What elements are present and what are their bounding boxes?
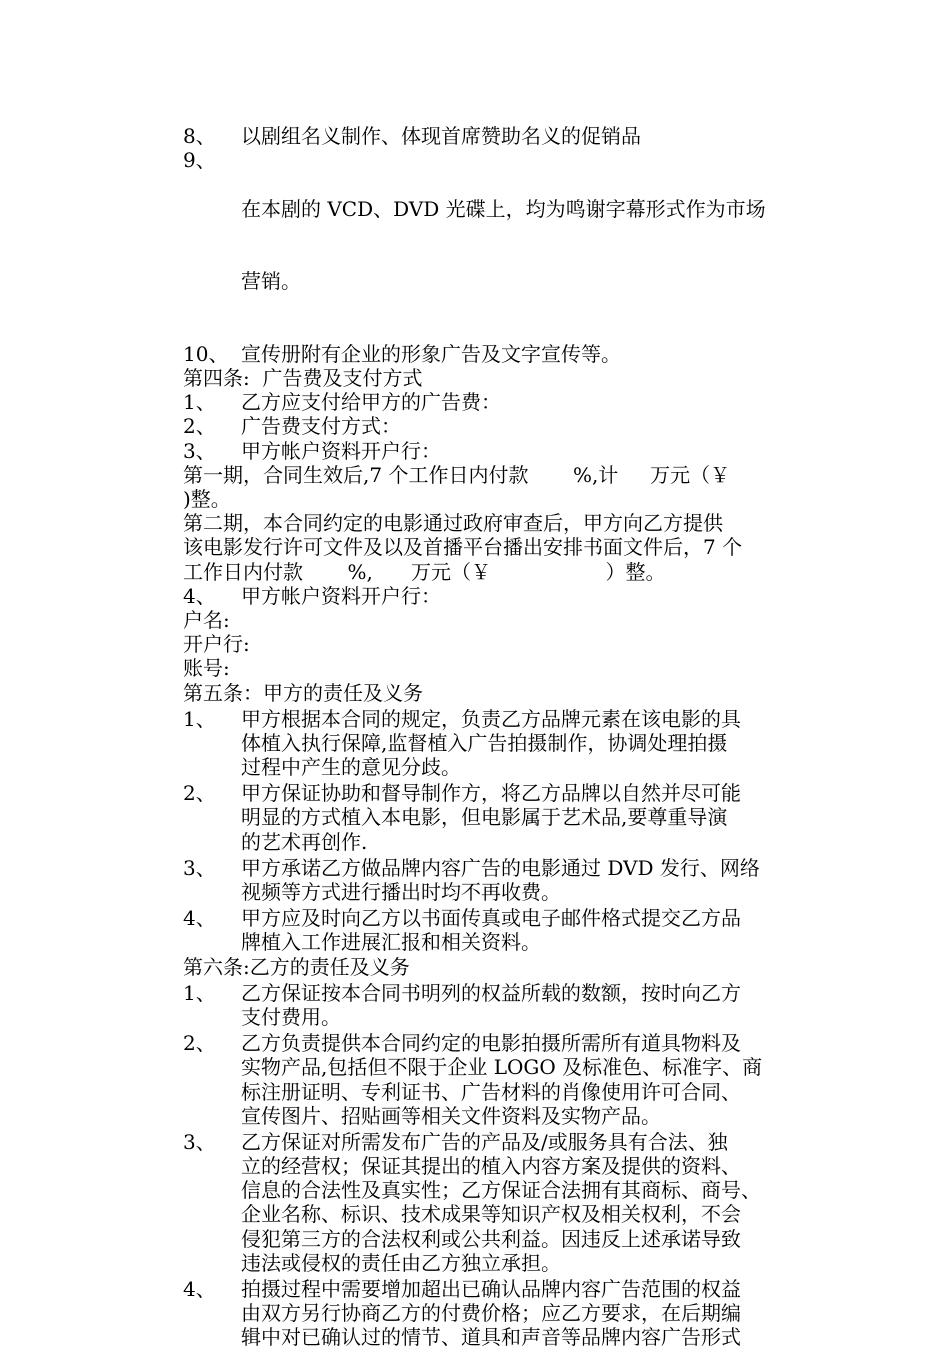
list-item bbox=[183, 124, 813, 148]
item-text-line: 在本剧的 VCD、DVD 光碟上，均为鸣谢字幕形式作为市场 bbox=[241, 196, 766, 221]
list-item bbox=[183, 1130, 813, 1275]
list-item bbox=[183, 390, 813, 414]
list-item bbox=[183, 781, 813, 854]
list-item bbox=[183, 856, 813, 904]
item-text-line: 标注册证明、专利证书、广告材料的肖像使用许可合同、 bbox=[241, 1079, 741, 1104]
item-text-line: 甲方应及时向乙方以书面传真或电子邮件格式提交乙方品 bbox=[241, 906, 741, 931]
item-number: 3、 bbox=[183, 438, 216, 463]
paragraph-line: 工作日内付款 %, 万元（￥ ）整。 bbox=[183, 559, 666, 584]
item-text-line: 立的经营权；保证其提出的植入内容方案及提供的资料、 bbox=[241, 1154, 741, 1179]
list-item bbox=[183, 584, 813, 608]
item-text-line: 实物产品,包括但不限于企业 LOGO 及标准色、标准字、商 bbox=[241, 1055, 763, 1080]
list-item bbox=[183, 981, 813, 1029]
article-6-title: 第六条:乙方的责任及义务 bbox=[183, 954, 410, 979]
item-text-line: 甲方根据本合同的规定，负责乙方品牌元素在该电影的具 bbox=[241, 706, 741, 731]
item-text-line: 企业名称、标识、技术成果等知识产权及相关权利，不会 bbox=[241, 1202, 741, 1227]
list-item bbox=[183, 906, 813, 954]
item-number: 4、 bbox=[183, 906, 216, 931]
item-text-line: 体植入执行保障,监督植入广告拍摄制作，协调处理拍摄 bbox=[241, 730, 728, 755]
item-number: 1、 bbox=[183, 706, 216, 731]
item-text-line: 营销。 bbox=[241, 269, 301, 294]
item-number: 2、 bbox=[183, 1031, 216, 1056]
article-4-title: 第四条: 广告费及支付方式 bbox=[183, 366, 423, 390]
list-items-c bbox=[183, 707, 813, 955]
item-number: 1、 bbox=[183, 390, 216, 415]
item-number: 10、 bbox=[183, 341, 229, 366]
item-text-line: 乙方保证按本合同书明列的权益所载的数额，按时向乙方 bbox=[241, 980, 741, 1005]
payment-phase-2 bbox=[183, 511, 813, 584]
account-number-label: 账号: bbox=[183, 656, 230, 681]
paragraph-line: 第二期，本合同约定的电影通过政府审查后，甲方向乙方提供 bbox=[183, 511, 723, 536]
bank-label: 开户行: bbox=[183, 632, 250, 657]
payment-phase-1 bbox=[183, 463, 813, 511]
paragraph-line: 第一期，合同生效后,7 个工作日内付款 %,计 万元（￥ bbox=[183, 462, 731, 487]
item-text-line: 乙方保证对所需发布广告的产品及/或服务具有合法、独 bbox=[241, 1129, 728, 1154]
list-items-a bbox=[183, 124, 813, 366]
item-number: 1、 bbox=[183, 980, 216, 1005]
item-text-line: 明显的方式植入本电影，但电影属于艺术品,要尊重导演 bbox=[241, 805, 728, 830]
item-text-line: 宣传册附有企业的形象广告及文字宣传等。 bbox=[241, 341, 621, 366]
article-5-title: 第五条：甲方的责任及义务 bbox=[183, 680, 423, 705]
item-number: 8、 bbox=[183, 124, 216, 148]
item-text-line: 乙方负责提供本合同约定的电影拍摄所需所有道具物料及 bbox=[241, 1031, 741, 1056]
paragraph-line: 该电影发行许可文件及以及首播平台播出安排书面文件后，7 个 bbox=[183, 535, 743, 560]
item-number: 2、 bbox=[183, 781, 216, 806]
item-text-line: 由双方另行协商乙方的付费价格；应乙方要求，在后期编 bbox=[241, 1301, 741, 1326]
item-text-line: 信息的合法性及真实性；乙方保证合法拥有其商标、商号、 bbox=[241, 1178, 761, 1203]
item-text-line: 侵犯第三方的合法权利或公共利益。因违反上述承诺导致 bbox=[241, 1226, 741, 1251]
item-text-line: 甲方帐户资料开户行： bbox=[241, 438, 441, 463]
list-item bbox=[183, 414, 813, 438]
item-text-line: 违法或侵权的责任由乙方独立承担。 bbox=[241, 1250, 561, 1275]
item-text-line: 乙方应支付给甲方的广告费： bbox=[241, 390, 501, 415]
account-name-label: 户名: bbox=[183, 607, 230, 632]
item-number: 4、 bbox=[183, 1277, 216, 1301]
account-info bbox=[183, 608, 813, 681]
list-item bbox=[183, 1277, 813, 1350]
list-items-d bbox=[183, 981, 813, 1350]
item-number: 9、 bbox=[183, 148, 216, 173]
item-text-line: 拍摄过程中需要增加超出已确认品牌内容广告范围的权益 bbox=[241, 1277, 741, 1301]
paragraph-line: )整。 bbox=[183, 486, 231, 511]
item-text-line: 的艺术再创作. bbox=[241, 829, 368, 854]
item-text-line: 甲方承诺乙方做品牌内容广告的电影通过 DVD 发行、网络 bbox=[241, 855, 760, 880]
item-number: 3、 bbox=[183, 855, 216, 880]
list-item bbox=[183, 148, 813, 342]
item-text-line: 广告费支付方式： bbox=[241, 414, 401, 439]
item-text-line: 视频等方式进行播出时均不再收费。 bbox=[241, 880, 561, 904]
item-text-line: 宣传图片、招贴画等相关文件资料及实物产品。 bbox=[241, 1103, 661, 1128]
item-number: 3、 bbox=[183, 1129, 216, 1154]
list-item bbox=[183, 439, 813, 463]
item-number: 2、 bbox=[183, 414, 216, 439]
document-page bbox=[183, 124, 813, 1350]
item-text-line: 支付费用。 bbox=[241, 1004, 341, 1029]
list-item bbox=[183, 1031, 813, 1128]
item-number: 4、 bbox=[183, 583, 216, 608]
item-text-line: 过程中产生的意见分歧。 bbox=[241, 755, 461, 780]
item-text-line: 甲方保证协助和督导制作方，将乙方品牌以自然并尽可能 bbox=[241, 781, 741, 806]
item-text-line: 以剧组名义制作、体现首席赞助名义的促销品 bbox=[241, 124, 641, 148]
list-item bbox=[183, 707, 813, 780]
list-items-b bbox=[183, 390, 813, 463]
item-text-line: 甲方帐户资料开户行： bbox=[241, 583, 441, 608]
item-text-line: 牌植入工作进展汇报和相关资料。 bbox=[241, 930, 541, 955]
item-text-line: 辑中对已确认过的情节、道具和声音等品牌内容广告形式 bbox=[241, 1325, 741, 1350]
list-item bbox=[183, 342, 813, 366]
